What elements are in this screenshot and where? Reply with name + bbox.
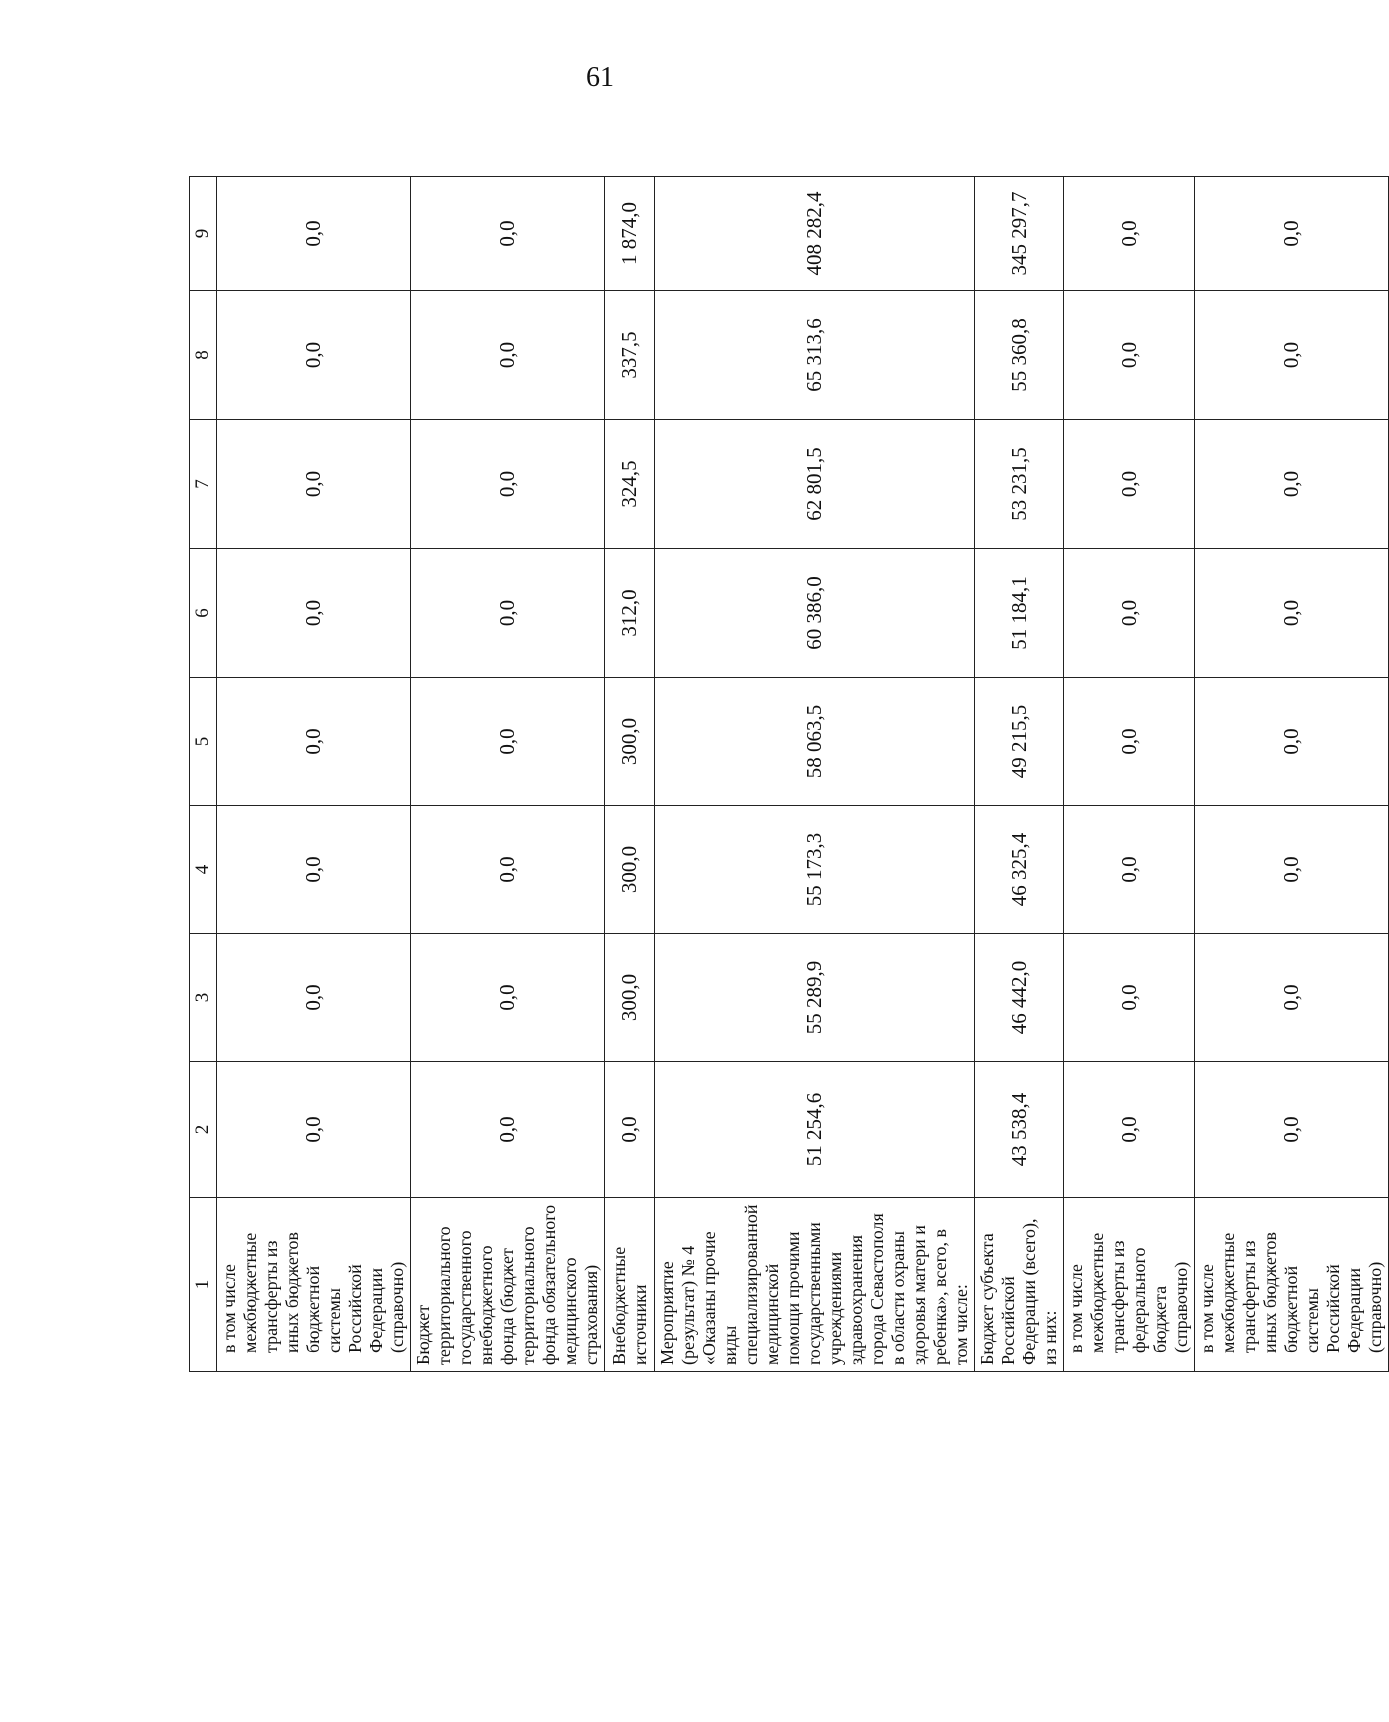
table-cell: 345 297,7 [975, 177, 1064, 291]
rotated-table-container [189, 177, 1385, 1372]
row-label: Внебюджетные источники [605, 1198, 655, 1372]
column-header: 9 [190, 177, 217, 291]
table-cell: 0,0 [217, 177, 411, 291]
row-label: Мероприятие (результат) № 4 «Оказаны прочие виды специализированной медицинской помощи прочими государственными учреждениями здравоохранения города Севастополя в области охраны здоровья матери и ребенка», всего, в том числе: [655, 1198, 975, 1372]
table-cell: 0,0 [217, 934, 411, 1062]
table-row [605, 177, 655, 1372]
table-cell: 0,0 [217, 1062, 411, 1198]
table-cell: 0,0 [217, 420, 411, 549]
table-cell: 0,0 [411, 678, 605, 806]
column-header: 3 [190, 934, 217, 1062]
budget-table [189, 176, 1389, 1372]
table-cell: 43 538,4 [975, 1062, 1064, 1198]
column-header: 2 [190, 1062, 217, 1198]
table-cell: 0,0 [605, 1062, 655, 1198]
table-cell: 337,5 [605, 291, 655, 420]
table-cell: 0,0 [1064, 420, 1195, 549]
column-header: 5 [190, 678, 217, 806]
table-cell: 55 289,9 [655, 934, 975, 1062]
table-row [655, 177, 975, 1372]
table-cell: 0,0 [411, 420, 605, 549]
table-cell: 58 063,5 [655, 678, 975, 806]
row-label: в том числе межбюджетные трансферты из иных бюджетов бюджетной системы Российской Федерации (справочно) [1195, 1198, 1389, 1372]
table-cell: 0,0 [411, 1062, 605, 1198]
table-cell: 0,0 [1195, 806, 1389, 934]
table-cell: 62 801,5 [655, 420, 975, 549]
table-cell: 0,0 [1064, 1062, 1195, 1198]
table-cell: 0,0 [1195, 678, 1389, 806]
column-header: 7 [190, 420, 217, 549]
table-cell: 0,0 [217, 549, 411, 678]
table-row [411, 177, 605, 1372]
table-cell: 55 360,8 [975, 291, 1064, 420]
table-cell: 0,0 [411, 291, 605, 420]
table-cell: 300,0 [605, 678, 655, 806]
column-header: 4 [190, 806, 217, 934]
table-cell: 300,0 [605, 934, 655, 1062]
table-cell: 60 386,0 [655, 549, 975, 678]
table-cell: 0,0 [411, 549, 605, 678]
table-cell: 312,0 [605, 549, 655, 678]
table-row [1064, 177, 1195, 1372]
table-cell: 0,0 [217, 678, 411, 806]
table-cell: 0,0 [1064, 549, 1195, 678]
table-cell: 46 442,0 [975, 934, 1064, 1062]
table-cell: 51 184,1 [975, 549, 1064, 678]
table-cell: 1 874,0 [605, 177, 655, 291]
table-cell: 46 325,4 [975, 806, 1064, 934]
column-header: 6 [190, 549, 217, 678]
column-header: 1 [190, 1198, 217, 1372]
row-label: Бюджет субъекта Российской Федерации (всего), из них: [975, 1198, 1064, 1372]
table-cell: 0,0 [1064, 806, 1195, 934]
table-cell: 0,0 [217, 291, 411, 420]
table-cell: 51 254,6 [655, 1062, 975, 1198]
table-cell: 408 282,4 [655, 177, 975, 291]
table-cell: 65 313,6 [655, 291, 975, 420]
table-cell: 0,0 [411, 177, 605, 291]
table-row [217, 177, 411, 1372]
table-cell: 0,0 [1064, 678, 1195, 806]
table-cell: 53 231,5 [975, 420, 1064, 549]
row-label: в том числе межбюджетные трансферты из иных бюджетов бюджетной системы Российской Федерации (справочно) [217, 1198, 411, 1372]
table-cell: 300,0 [605, 806, 655, 934]
table-cell: 0,0 [411, 806, 605, 934]
table-cell: 324,5 [605, 420, 655, 549]
table-cell: 0,0 [1064, 177, 1195, 291]
table-cell: 0,0 [1195, 934, 1389, 1062]
table-cell: 0,0 [1195, 1062, 1389, 1198]
table-cell: 0,0 [411, 934, 605, 1062]
table-cell: 49 215,5 [975, 678, 1064, 806]
table-cell: 0,0 [1064, 934, 1195, 1062]
table-cell: 0,0 [1195, 549, 1389, 678]
table-cell: 55 173,3 [655, 806, 975, 934]
row-label: в том числе межбюджетные трансферты из федерального бюджета (справочно) [1064, 1198, 1195, 1372]
table-cell: 0,0 [1195, 177, 1389, 291]
table-row [975, 177, 1064, 1372]
table-cell: 0,0 [217, 806, 411, 934]
table-row [1195, 177, 1389, 1372]
header-row [190, 177, 217, 1372]
column-header: 8 [190, 291, 217, 420]
table-cell: 0,0 [1064, 291, 1195, 420]
table-cell: 0,0 [1195, 420, 1389, 549]
row-label: Бюджет территориального государственного внебюджетного фонда (бюджет территориального фонда обязательного медицинского страхования) [411, 1198, 605, 1372]
page-number: 61 [586, 62, 614, 93]
table-cell: 0,0 [1195, 291, 1389, 420]
